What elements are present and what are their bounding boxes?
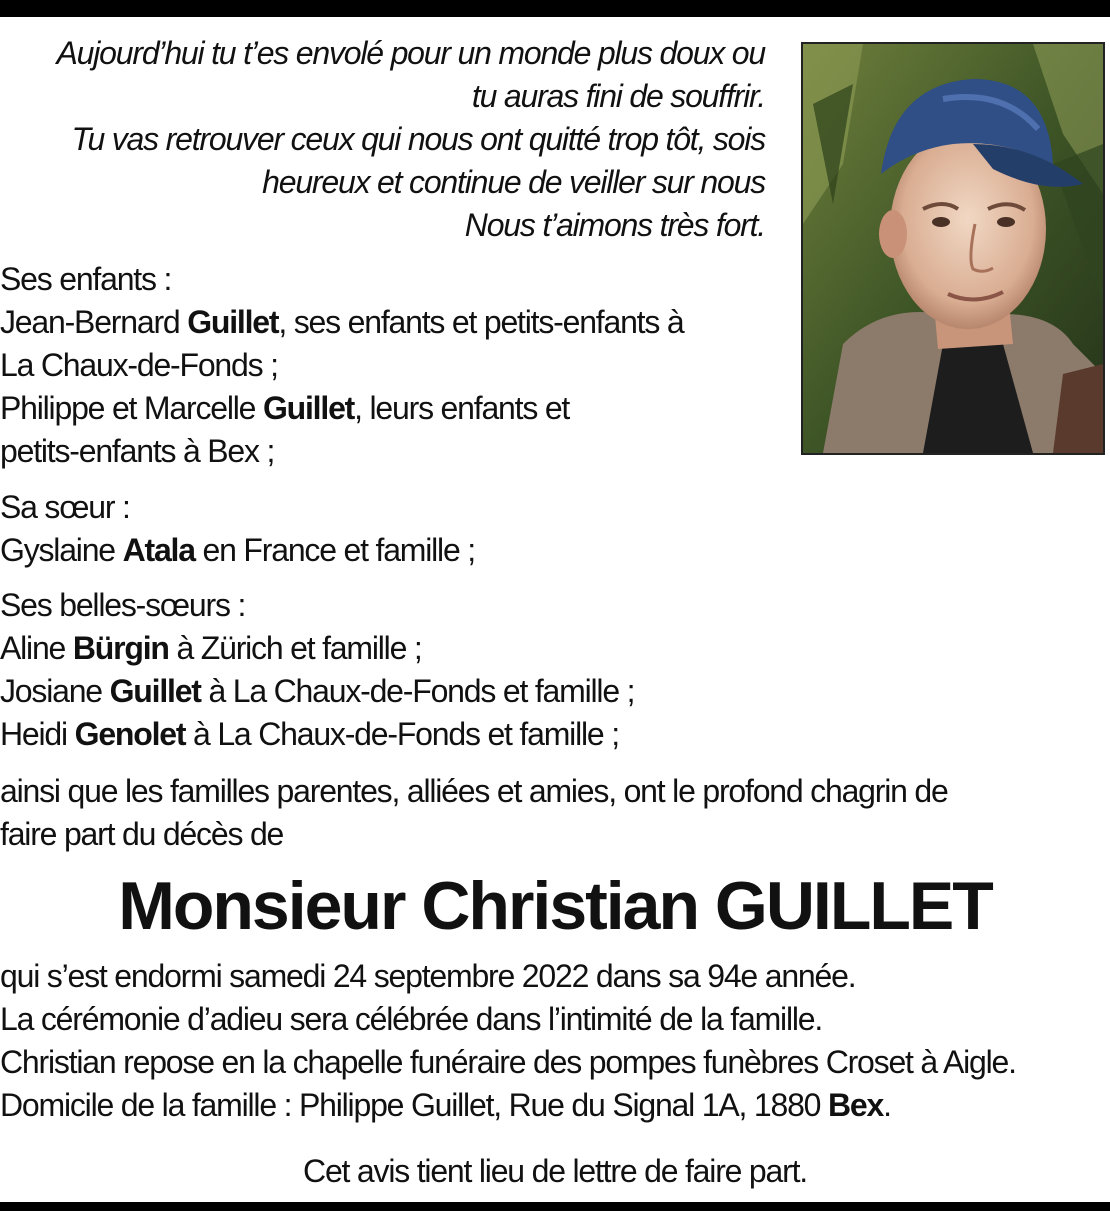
family-member-line [0,529,475,572]
poem-line: Tu vas retrouver ceux qui nous ont quitté trop tôt, sois [71,121,765,157]
death-details [0,955,1016,1127]
children-section [0,258,683,473]
notice-text: Cet avis tient lieu de lettre de faire part. [303,1153,807,1189]
text-fragment: , leurs enfants et [354,390,570,426]
text-fragment: . [883,1087,891,1123]
detail-line: Christian repose en la chapelle funéraire des pompes funèbres Croset à Aigle. [0,1044,1016,1080]
text-fragment: à Zürich et famille ; [168,630,422,666]
surname: Guillet [262,390,355,426]
bottom-border-rule [0,1202,1110,1211]
surname: Bürgin [72,630,169,666]
surname: Genolet [74,716,186,752]
detail-line [0,1084,1016,1127]
text-fragment: Philippe et Marcelle [0,390,263,426]
sisters-in-law-section [0,584,634,756]
statement-line: ainsi que les familles parentes, alliées et amies, ont le profond chagrin de [0,773,948,809]
surname: Atala [122,532,195,568]
text-fragment: en France et famille ; [194,532,475,568]
town-name: Bex [827,1087,884,1123]
portrait-photo [801,42,1105,455]
text-fragment: Jean-Bernard [0,304,188,340]
family-member-line [0,713,634,756]
top-border-rule [0,0,1110,17]
portrait-illustration [803,44,1103,453]
family-member-line [0,387,683,430]
families-statement [0,770,948,856]
family-member-line [0,670,634,713]
section-heading: Ses enfants : [0,261,172,297]
text-fragment: à La Chaux-de-Fonds et famille ; [200,673,635,709]
text-fragment: à La Chaux-de-Fonds et famille ; [185,716,619,752]
family-member-line [0,627,634,670]
poem-line: Nous t’aimons très fort. [464,207,765,243]
surname: Guillet [187,304,279,340]
memorial-poem [0,32,765,247]
poem-line: tu auras fini de souffrir. [471,78,765,114]
text-fragment: , ses enfants et petits-enfants à [278,304,684,340]
section-heading: Sa sœur : [0,489,130,525]
family-member-line: La Chaux-de-Fonds ; [0,347,278,383]
surname: Guillet [109,673,201,709]
detail-line: La cérémonie d’adieu sera célébrée dans l’intimité de la famille. [0,1001,823,1037]
poem-line: Aujourd’hui tu t’es envolé pour un monde plus doux ou [56,35,765,71]
text-fragment: Domicile de la famille : Philippe Guillet, Rue du Signal 1A, 1880 [0,1087,828,1123]
sister-section [0,486,475,572]
deceased-name: Monsieur Christian GUILLET [118,868,992,944]
text-fragment: Aline [0,630,73,666]
detail-line: qui s’est endormi samedi 24 septembre 2022 dans sa 94e année. [0,958,856,994]
text-fragment: Heidi [0,716,75,752]
text-fragment: Josiane [0,673,110,709]
section-heading: Ses belles-sœurs : [0,587,246,623]
family-member-line: petits-enfants à Bex ; [0,433,275,469]
family-member-line [0,301,683,344]
statement-line: faire part du décès de [0,816,284,852]
poem-line: heureux et continue de veiller sur nous [262,164,765,200]
text-fragment: Gyslaine [0,532,123,568]
